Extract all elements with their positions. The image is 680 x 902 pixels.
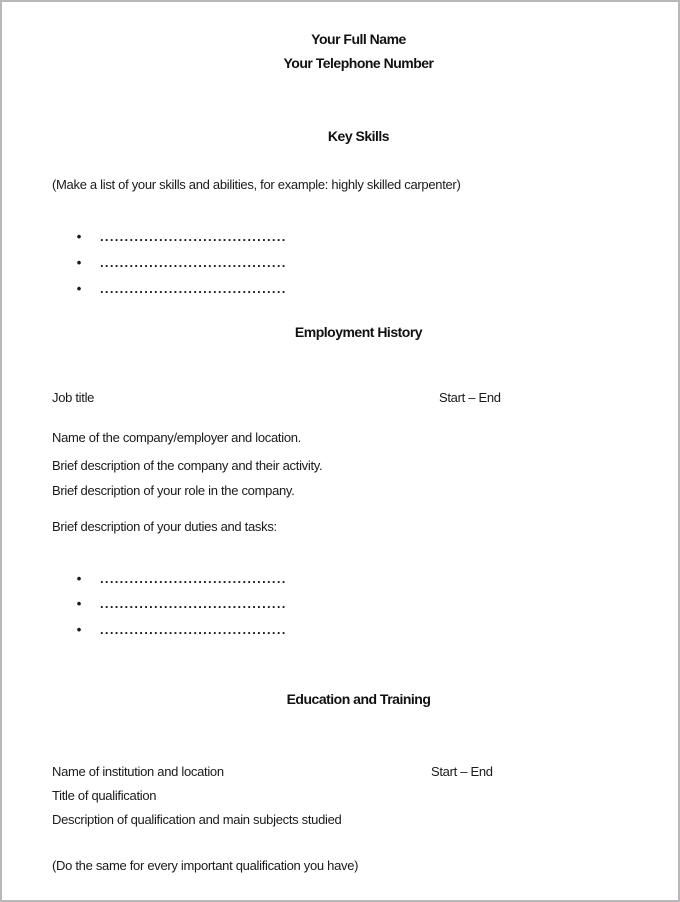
- key-skills-bullet-2: [74, 253, 287, 271]
- role-placeholder-line: Brief description of your role in the company.: [52, 483, 295, 498]
- bullet-icon: •: [76, 571, 82, 587]
- duties-bullet-2: [74, 594, 287, 612]
- employment-date-range-label: Start – End: [439, 390, 501, 405]
- company-activity-placeholder-line: Brief description of the company and their activity.: [52, 458, 323, 473]
- employment-header-row: [52, 389, 665, 406]
- qualification-title-placeholder-line: Title of qualification: [52, 788, 157, 803]
- duties-placeholder-line: Brief description of your duties and tasks:: [52, 519, 277, 534]
- dotted-placeholder-line: ......................................: [100, 281, 287, 297]
- duties-bullet-1: [74, 569, 287, 587]
- dotted-placeholder-line: ......................................: [100, 571, 287, 587]
- qualification-description-placeholder-line: Description of qualification and main subjects studied: [52, 812, 342, 827]
- company-placeholder-line: Name of the company/employer and location.: [52, 430, 301, 445]
- employment-history-section-title: Employment History: [294, 324, 423, 340]
- dotted-placeholder-line: ......................................: [100, 596, 287, 612]
- bullet-icon: •: [76, 622, 82, 638]
- key-skills-hint: (Make a list of your skills and abilities, for example: highly skilled carpenter): [52, 177, 461, 192]
- telephone-heading: Your Telephone Number: [283, 55, 434, 71]
- bullet-icon: •: [76, 596, 82, 612]
- education-note-line: (Do the same for every important qualification you have): [52, 858, 359, 873]
- education-header-row: [52, 763, 665, 780]
- full-name-heading: Your Full Name: [311, 31, 406, 47]
- education-date-range-label: Start – End: [431, 764, 493, 779]
- job-title-label: Job title: [52, 390, 95, 405]
- key-skills-section-title: Key Skills: [327, 128, 390, 144]
- bullet-icon: •: [76, 255, 82, 271]
- bullet-icon: •: [76, 229, 82, 245]
- dotted-placeholder-line: ......................................: [100, 255, 287, 271]
- duties-bullet-3: [74, 620, 287, 638]
- dotted-placeholder-line: ......................................: [100, 622, 287, 638]
- bullet-icon: •: [76, 281, 82, 297]
- key-skills-bullet-1: [74, 227, 287, 245]
- education-section-title: Education and Training: [286, 691, 431, 707]
- dotted-placeholder-line: ......................................: [100, 229, 287, 245]
- key-skills-bullet-3: [74, 279, 287, 297]
- institution-label: Name of institution and location: [52, 764, 224, 779]
